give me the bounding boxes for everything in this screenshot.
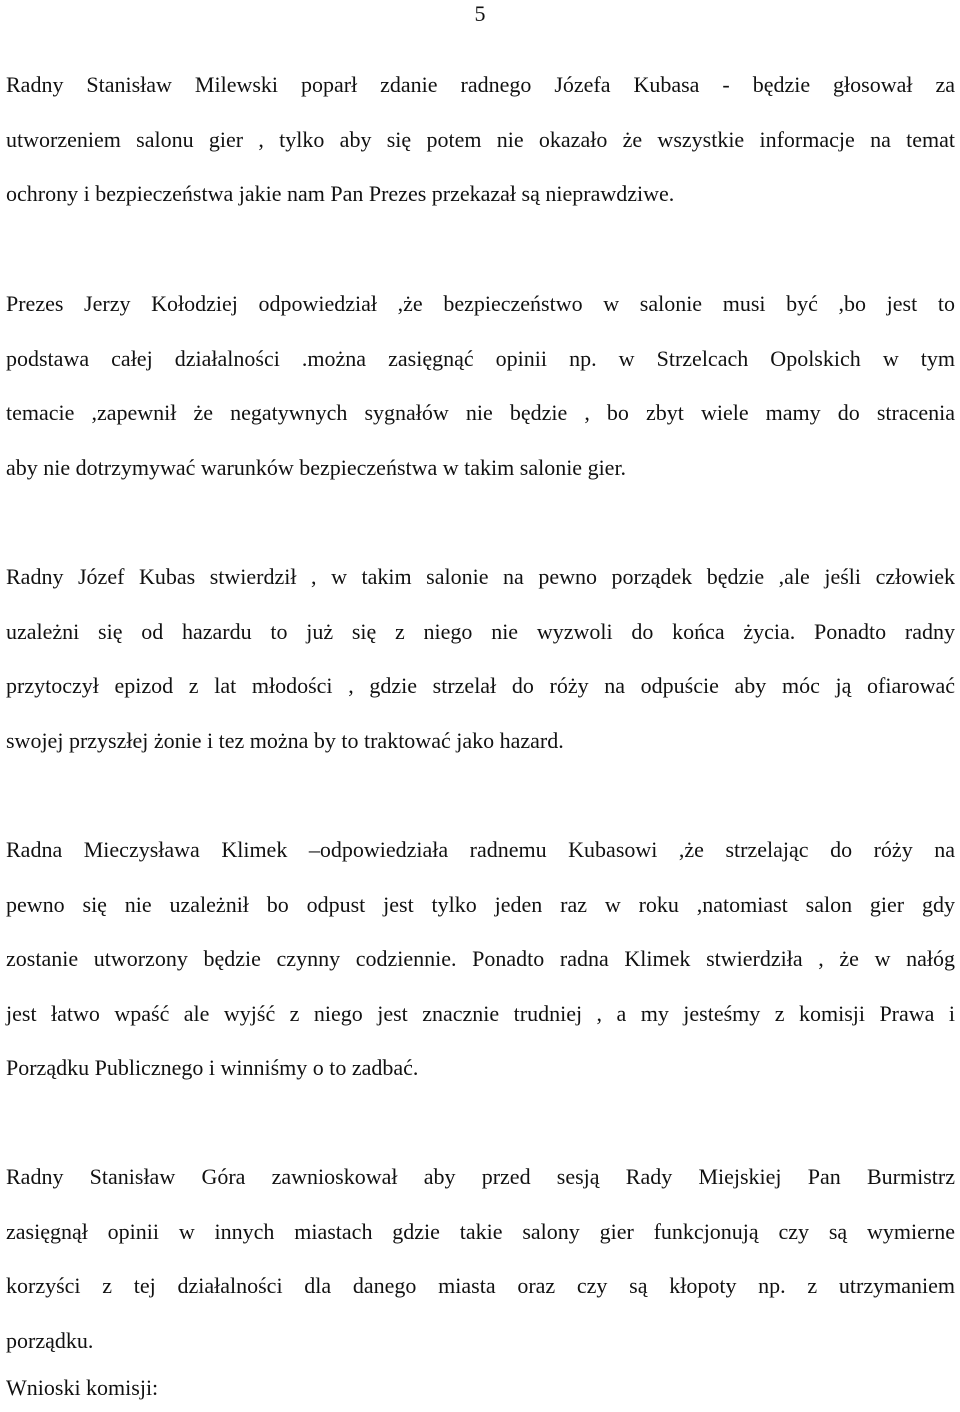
text-line: utworzeniem salonu gier , tylko aby się potem nie okazało że wszystkie informacje na temat [6,126,955,152]
text-line: Radny Stanisław Góra zawnioskował aby przed sesją Rady Miejskiej Pan Burmistrz [6,1164,955,1189]
page-number: 5 [474,1,486,26]
text-line: podstawa całej działalności .można zasięgnąć opinii np. w Strzelcach Opolskich w tym [6,345,955,371]
text-line: Radny Józef Kubas stwierdził , w takim salonie na pewno porządek będzie ,ale jeśli człowiek [6,564,955,589]
text-line: temacie ,zapewnił że negatywnych sygnałów nie będzie , bo zbyt wiele mamy do stracenia [6,400,955,425]
paragraph-gora [6,1150,955,1368]
text-line: porządku. [6,1327,94,1353]
text-line: zasięgnął opinii w innych miastach gdzie takie salony gier funkcjonują czy są wymierne [6,1218,955,1244]
paragraph-klimek [6,823,955,1096]
text-line: zostanie utworzony będzie czynny codziennie. Ponadto radna Klimek stwierdziła , że w nałóg [6,946,955,971]
section-heading-wnioski [6,1368,955,1408]
text-line: Wnioski komisji: [6,1375,159,1400]
text-line: swojej przyszłej żonie i tez można by to traktować jako hazard. [6,727,564,753]
text-line: ochrony i bezpieczeństwa jakie nam Pan Prezes przekazał są nieprawdziwe. [6,181,675,206]
text-line: korzyści z tej działalności dla danego miasta oraz czy są kłopoty np. z utrzymaniem [6,1273,955,1298]
text-line: Porządku Publicznego i winniśmy o to zadbać. [6,1055,419,1080]
text-line: jest łatwo wpaść ale wyjść z niego jest znacznie trudniej , a my jesteśmy z komisji Prawa i [6,1000,955,1026]
paragraph-kolodziej [6,277,955,495]
text-line: aby nie dotrzymywać warunków bezpieczeństwa w takim salonie gier. [6,454,627,480]
paragraph-milewski [6,58,955,222]
text-line: Prezes Jerzy Kołodziej odpowiedział ,że bezpieczeństwo w salonie musi być ,bo jest to [6,291,955,316]
text-line: przytoczył epizod z lat młodości , gdzie strzelał do róży na odpuście aby móc ją ofiarować [6,673,955,698]
text-line: uzależni się od hazardu to już się z niego nie wyzwoli do końca życia. Ponadto radny [6,618,955,644]
paragraph-kubas [6,550,955,768]
text-line: Radny Stanisław Milewski poparł zdanie radnego Józefa Kubasa - będzie głosował za [6,72,955,97]
text-line: Radna Mieczysława Klimek –odpowiedziała radnemu Kubasowi ,że strzelając do róży na [6,837,955,862]
text-line: pewno się nie uzależnił bo odpust jest tylko jeden raz w roku ,natomiast salon gier gdy [6,891,955,917]
